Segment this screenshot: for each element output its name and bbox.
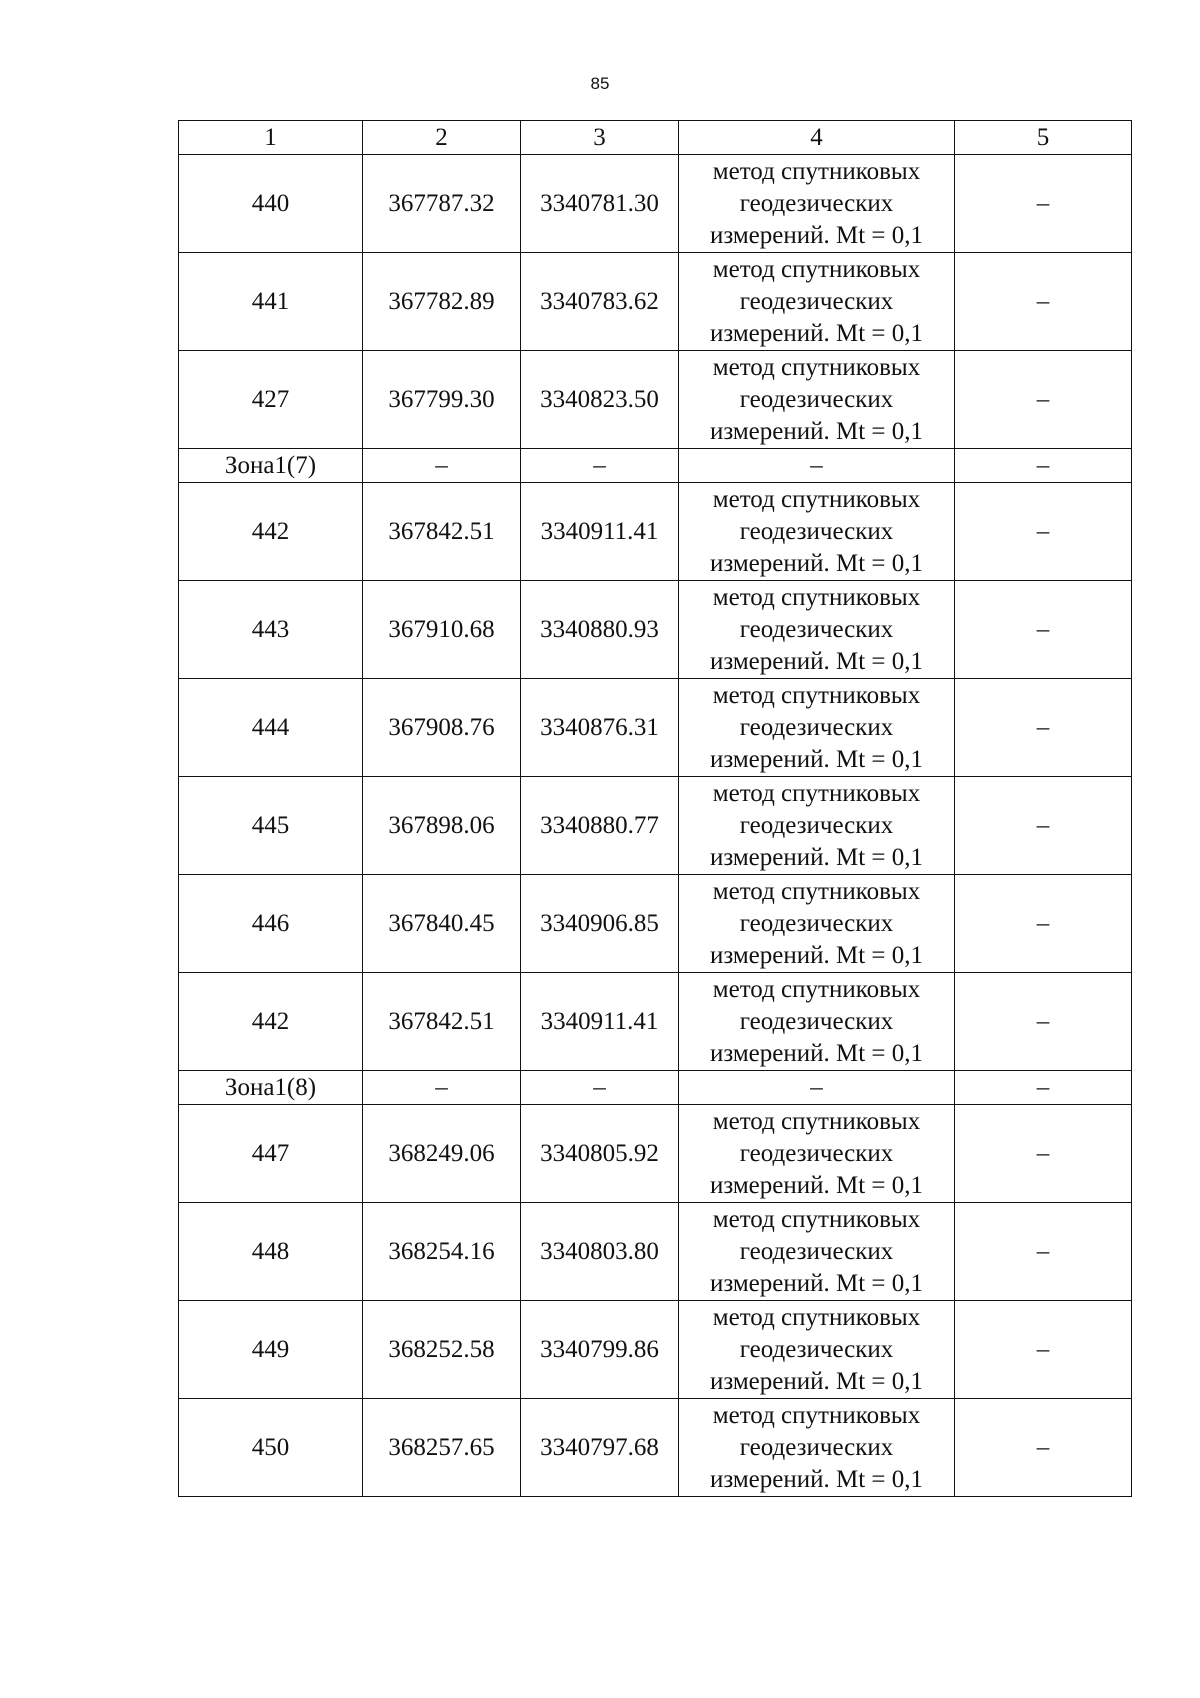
point-id-cell: Зона1(8) (179, 1071, 363, 1105)
method-line: метод спутниковых (712, 975, 921, 1003)
x-coordinate-cell: 368257.65 (363, 1399, 521, 1497)
zone-row (179, 1071, 1132, 1105)
y-coordinate-cell: 3340799.86 (521, 1301, 679, 1399)
method-line: измерений. Mt = 0,1 (709, 745, 924, 773)
y-coordinate-cell: 3340880.77 (521, 777, 679, 875)
method-cell (679, 1203, 955, 1301)
method-cell (679, 483, 955, 581)
method-line: измерений. Mt = 0,1 (709, 1039, 924, 1067)
coordinates-table (178, 120, 1132, 1497)
method-cell (679, 155, 955, 253)
method-line: измерений. Mt = 0,1 (709, 1465, 924, 1493)
method-line: метод спутниковых (712, 583, 921, 611)
method-cell (679, 875, 955, 973)
y-coordinate-cell: – (521, 449, 679, 483)
y-coordinate-cell: 3340911.41 (521, 483, 679, 581)
note-cell: – (955, 1071, 1132, 1105)
x-coordinate-cell: 367910.68 (363, 581, 521, 679)
point-id-cell: 445 (179, 777, 363, 875)
method-cell (679, 1105, 955, 1203)
header-cell-5: 5 (955, 121, 1132, 155)
method-line: измерений. Mt = 0,1 (709, 221, 924, 249)
y-coordinate-cell: 3340911.41 (521, 973, 679, 1071)
note-cell: – (955, 581, 1132, 679)
table-row (179, 777, 1132, 875)
zone-row (179, 449, 1132, 483)
method-line: – (810, 1073, 823, 1101)
x-coordinate-cell: 367898.06 (363, 777, 521, 875)
point-id-cell: 447 (179, 1105, 363, 1203)
y-coordinate-cell: 3340906.85 (521, 875, 679, 973)
note-cell: – (955, 155, 1132, 253)
y-coordinate-cell: 3340823.50 (521, 351, 679, 449)
method-line: метод спутниковых (712, 1401, 921, 1429)
x-coordinate-cell: 367782.89 (363, 253, 521, 351)
method-cell (679, 1071, 955, 1105)
method-line: измерений. Mt = 0,1 (709, 1171, 924, 1199)
note-cell: – (955, 1105, 1132, 1203)
table-row (179, 973, 1132, 1071)
note-cell: – (955, 1203, 1132, 1301)
y-coordinate-cell: 3340803.80 (521, 1203, 679, 1301)
y-coordinate-cell: – (521, 1071, 679, 1105)
method-line: измерений. Mt = 0,1 (709, 417, 924, 445)
table-row (179, 1203, 1132, 1301)
note-cell: – (955, 973, 1132, 1071)
method-line: метод спутниковых (712, 1107, 921, 1135)
note-cell: – (955, 1301, 1132, 1399)
table-row (179, 679, 1132, 777)
method-line: измерений. Mt = 0,1 (709, 1269, 924, 1297)
x-coordinate-cell: 367908.76 (363, 679, 521, 777)
y-coordinate-cell: 3340876.31 (521, 679, 679, 777)
note-cell: – (955, 679, 1132, 777)
table-row (179, 253, 1132, 351)
header-cell-1: 1 (179, 121, 363, 155)
note-cell: – (955, 483, 1132, 581)
table-row (179, 155, 1132, 253)
point-id-cell: 440 (179, 155, 363, 253)
page-number: 85 (590, 74, 610, 93)
note-cell: – (955, 1399, 1132, 1497)
y-coordinate-cell: 3340880.93 (521, 581, 679, 679)
x-coordinate-cell: 367787.32 (363, 155, 521, 253)
x-coordinate-cell: 367799.30 (363, 351, 521, 449)
point-id-cell: 441 (179, 253, 363, 351)
method-line: метод спутниковых (712, 877, 921, 905)
y-coordinate-cell: 3340805.92 (521, 1105, 679, 1203)
table-body (179, 121, 1132, 1497)
method-line: измерений. Mt = 0,1 (709, 549, 924, 577)
method-line: метод спутниковых (712, 779, 921, 807)
y-coordinate-cell: 3340781.30 (521, 155, 679, 253)
x-coordinate-cell: – (363, 1071, 521, 1105)
table-row (179, 351, 1132, 449)
method-line: геодезических (739, 1139, 894, 1167)
x-coordinate-cell: 368249.06 (363, 1105, 521, 1203)
method-line: геодезических (739, 1007, 894, 1035)
point-id-cell: 446 (179, 875, 363, 973)
method-cell (679, 973, 955, 1071)
table-row (179, 875, 1132, 973)
x-coordinate-cell: 368254.16 (363, 1203, 521, 1301)
point-id-cell: 450 (179, 1399, 363, 1497)
method-line: метод спутниковых (712, 681, 921, 709)
method-line: метод спутниковых (712, 485, 921, 513)
method-line: геодезических (739, 615, 894, 643)
method-line: геодезических (739, 517, 894, 545)
method-line: измерений. Mt = 0,1 (709, 941, 924, 969)
x-coordinate-cell: 368252.58 (363, 1301, 521, 1399)
method-cell (679, 449, 955, 483)
x-coordinate-cell: 367840.45 (363, 875, 521, 973)
table-row (179, 483, 1132, 581)
header-cell-4: 4 (679, 121, 955, 155)
x-coordinate-cell: – (363, 449, 521, 483)
header-cell-2: 2 (363, 121, 521, 155)
x-coordinate-cell: 367842.51 (363, 973, 521, 1071)
point-id-cell: 449 (179, 1301, 363, 1399)
table-row (179, 1399, 1132, 1497)
method-line: метод спутниковых (712, 157, 921, 185)
method-line: – (810, 451, 823, 479)
method-line: измерений. Mt = 0,1 (709, 647, 924, 675)
method-line: геодезических (739, 385, 894, 413)
method-cell (679, 1399, 955, 1497)
method-cell (679, 777, 955, 875)
point-id-cell: 448 (179, 1203, 363, 1301)
method-line: метод спутниковых (712, 255, 921, 283)
method-cell (679, 351, 955, 449)
point-id-cell: 442 (179, 483, 363, 581)
method-line: измерений. Mt = 0,1 (709, 319, 924, 347)
method-line: измерений. Mt = 0,1 (709, 1367, 924, 1395)
method-line: геодезических (739, 189, 894, 217)
y-coordinate-cell: 3340797.68 (521, 1399, 679, 1497)
method-cell (679, 1301, 955, 1399)
point-id-cell: 427 (179, 351, 363, 449)
note-cell: – (955, 875, 1132, 973)
y-coordinate-cell: 3340783.62 (521, 253, 679, 351)
method-line: геодезических (739, 811, 894, 839)
point-id-cell: 444 (179, 679, 363, 777)
point-id-cell: 443 (179, 581, 363, 679)
method-line: геодезических (739, 287, 894, 315)
method-line: измерений. Mt = 0,1 (709, 843, 924, 871)
method-cell (679, 581, 955, 679)
method-line: геодезических (739, 713, 894, 741)
method-cell (679, 253, 955, 351)
table-row (179, 1301, 1132, 1399)
method-line: геодезических (739, 1335, 894, 1363)
method-line: метод спутниковых (712, 1303, 921, 1331)
method-line: метод спутниковых (712, 1205, 921, 1233)
method-line: геодезических (739, 1433, 894, 1461)
note-cell: – (955, 449, 1132, 483)
method-line: геодезических (739, 1237, 894, 1265)
header-row (179, 121, 1132, 155)
method-line: геодезических (739, 909, 894, 937)
point-id-cell: Зона1(7) (179, 449, 363, 483)
table-row (179, 581, 1132, 679)
header-cell-3: 3 (521, 121, 679, 155)
note-cell: – (955, 777, 1132, 875)
table-row (179, 1105, 1132, 1203)
note-cell: – (955, 253, 1132, 351)
method-line: метод спутниковых (712, 353, 921, 381)
note-cell: – (955, 351, 1132, 449)
point-id-cell: 442 (179, 973, 363, 1071)
method-cell (679, 679, 955, 777)
x-coordinate-cell: 367842.51 (363, 483, 521, 581)
